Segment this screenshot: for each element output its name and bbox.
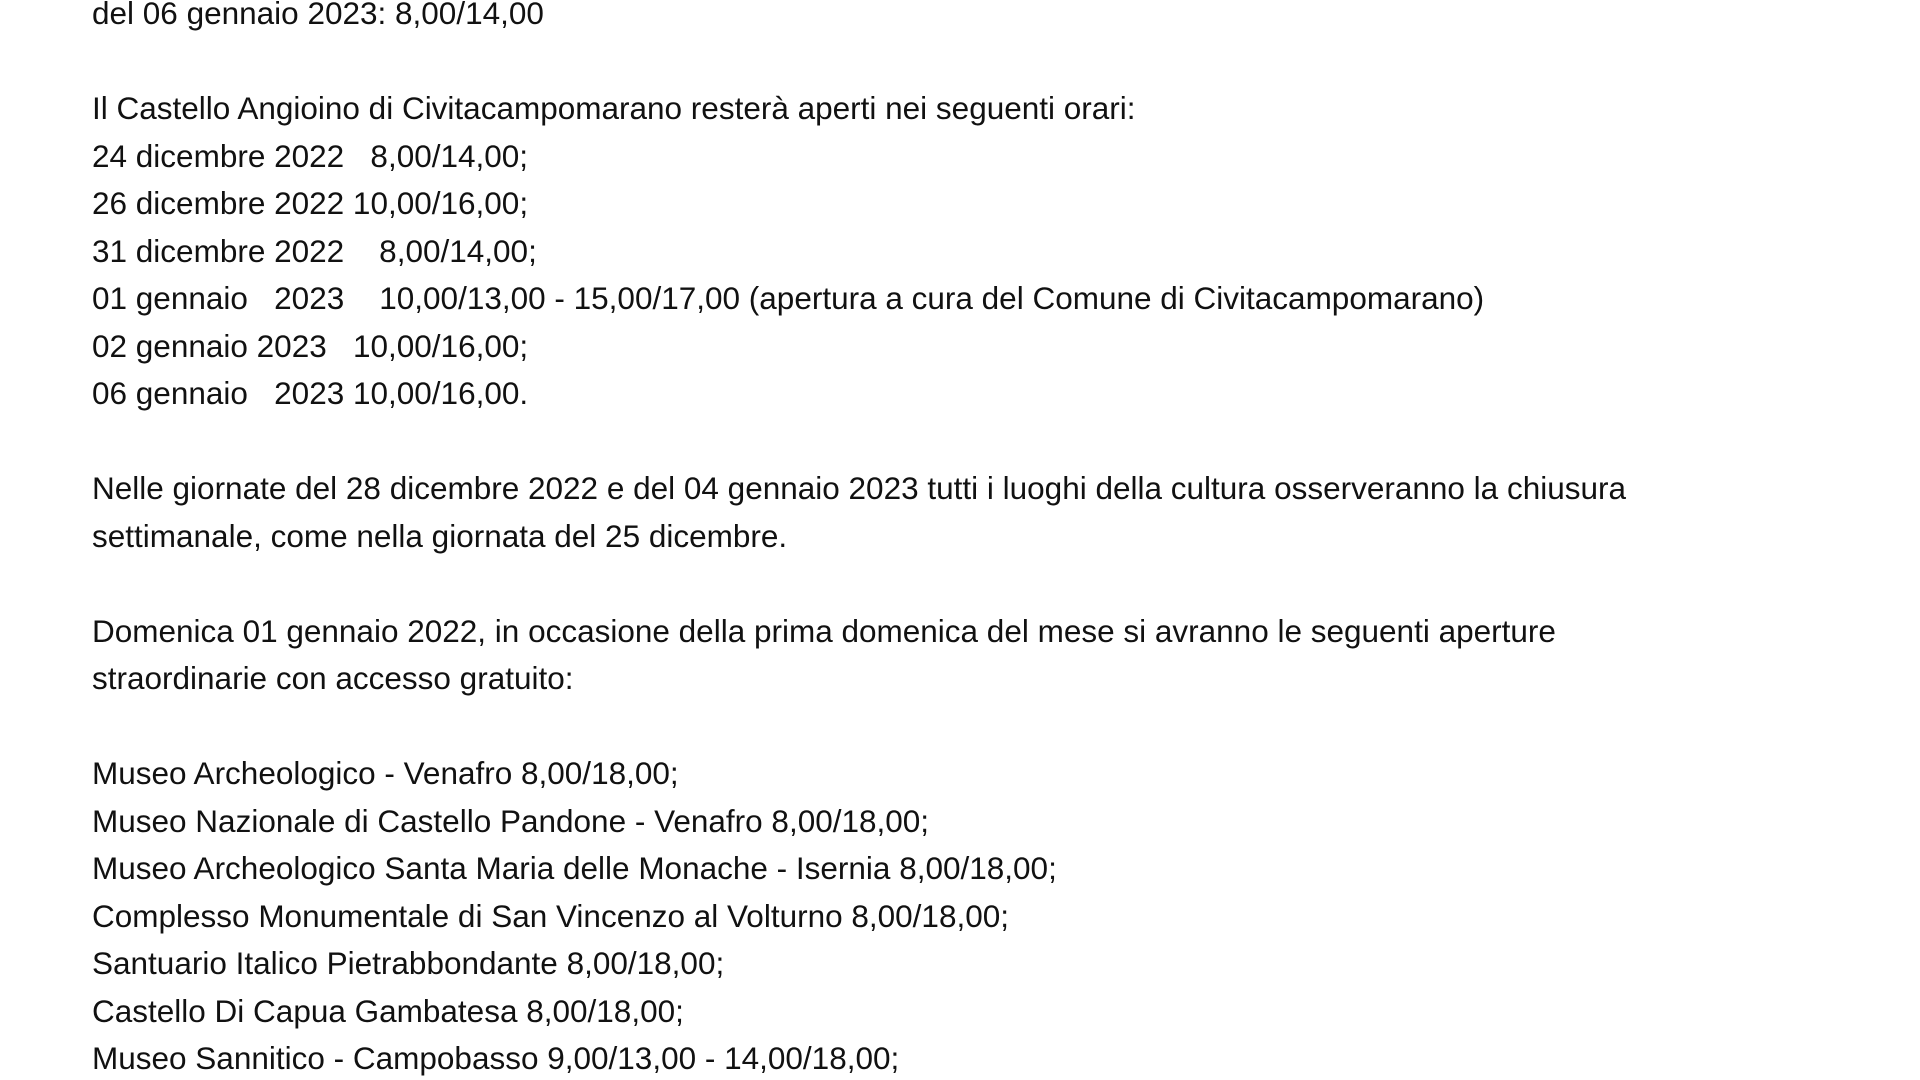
document-body bbox=[92, 0, 1892, 1080]
paragraph-gap bbox=[92, 38, 1892, 86]
free-opening-item: Santuario Italico Pietrabbondante 8,00/18,00; bbox=[92, 945, 725, 981]
schedule-line: 26 dicembre 2022 10,00/16,00; bbox=[92, 185, 529, 221]
schedule-line: 06 gennaio 2023 10,00/16,00. bbox=[92, 375, 529, 411]
free-opening-item: Complesso Monumentale di San Vincenzo al Volturno 8,00/18,00; bbox=[92, 897, 1010, 934]
closure-paragraph-line: settimanale, come nella giornata del 25 dicembre. bbox=[92, 517, 788, 554]
closure-paragraph-line: Nelle giornate del 28 dicembre 2022 e del 04 gennaio 2023 tutti i luoghi della cultura osserveranno la chiusura bbox=[92, 470, 1627, 506]
paragraph-gap bbox=[92, 418, 1892, 466]
castello-intro: Il Castello Angioino di Civitacampomarano resterà aperti nei seguenti orari: bbox=[92, 90, 1136, 126]
free-opening-item: Museo Archeologico - Venafro 8,00/18,00; bbox=[92, 755, 679, 791]
paragraph-gap bbox=[92, 560, 1892, 608]
text-line-top: del 06 gennaio 2023: 8,00/14,00 bbox=[92, 0, 544, 31]
schedule-line: 02 gennaio 2023 10,00/16,00; bbox=[92, 327, 529, 364]
free-opening-item: Museo Nazionale di Castello Pandone - Venafro 8,00/18,00; bbox=[92, 802, 930, 839]
paragraph-gap bbox=[92, 703, 1892, 751]
free-opening-item: Museo Sannitico - Campobasso 9,00/13,00 - 14,00/18,00; bbox=[92, 1040, 900, 1076]
sunday-paragraph-line: Domenica 01 gennaio 2022, in occasione della prima domenica del mese si avranno le seguenti aperture bbox=[92, 612, 1556, 649]
schedule-line: 24 dicembre 2022 8,00/14,00; bbox=[92, 137, 529, 174]
schedule-line: 31 dicembre 2022 8,00/14,00; bbox=[92, 232, 537, 269]
free-opening-item: Museo Archeologico Santa Maria delle Monache - Isernia 8,00/18,00; bbox=[92, 850, 1057, 886]
schedule-line: 01 gennaio 2023 10,00/13,00 - 15,00/17,00 (apertura a cura del Comune di Civitacampomarano) bbox=[92, 280, 1485, 316]
sunday-paragraph-line: straordinarie con accesso gratuito: bbox=[92, 660, 574, 696]
free-opening-item: Castello Di Capua Gambatesa 8,00/18,00; bbox=[92, 992, 684, 1029]
